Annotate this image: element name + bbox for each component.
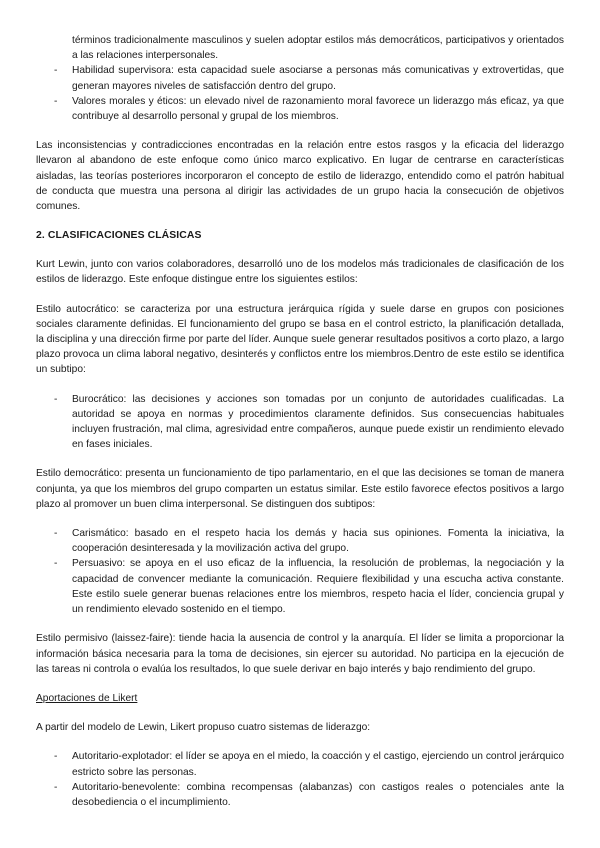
paragraph-autocratic: Estilo autocrático: se caracteriza por una estructura jerárquica rígida y suele darse en grupos con posiciones sociales claramente definidas. El funcionamiento del grupo se basa en el control estricto, la planificación detallada, la disciplina y una dirección firme por parte del líder. Aunque suele generar resultados positivos a corto plazo, a largo plazo provoca un clima laboral negativo, desinterés y conflictos entre los miembros.Dentro de este estilo se identifica un subtipo: [36, 303, 564, 376]
paragraph-lewin-intro: Kurt Lewin, junto con varios colaboradores, desarrolló uno de los modelos más tradicionales de clasificación de los estilos de liderazgo. Este enfoque distingue entre los siguientes estilos: [36, 259, 564, 286]
list-item: - Carismático: basado en el respeto hacia los demás y hacia sus opiniones. Fomenta la iniciativa, la cooperación desinteresada y la movilización activa del grupo. [54, 528, 564, 555]
bullet-dash: - [54, 781, 58, 793]
intro-bullet-list [36, 63, 564, 124]
bullet-dash: - [54, 95, 58, 107]
list-item: - Persuasivo: se apoya en el uso eficaz de la influencia, la resolución de problemas, la negociación y la capacidad de convencer mediante la comunicación. Requiere flexibilidad y una escucha activa constante. Este estilo suele generar buenas relaciones entre los miembros, respeto hacia el líder, conciencia grupal y un rendimiento elevado sostenido en el tiempo. [54, 558, 564, 616]
list-item: - Valores morales y éticos: un elevado nivel de razonamiento moral favorece un liderazgo más eficaz, ya que contribuye al desarrollo personal y grupal de los miembros. [54, 95, 564, 123]
democratic-subtype-list [36, 526, 564, 617]
paragraph-leadership-style: Las inconsistencias y contradicciones encontradas en la relación entre estos rasgos y la eficacia del liderazgo llevaron al abandono de este enfoque como único marco explicativo. En lugar de centrarse en características aisladas, las teorías posteriores incorporaron el concepto de estilo de liderazgo, entendido como el patrón habitual de conducta que muestra una persona al dirigir las actividades de un grupo hacia la consecución de objetivos comunes. [36, 140, 564, 213]
likert-systems-list [36, 749, 564, 810]
list-item: - Habilidad supervisora: esta capacidad suele asociarse a personas más comunicativas y extrovertidas, que generan mayores niveles de satisfacción dentro del grupo. [54, 65, 564, 92]
list-item: - Autoritario-explotador: el líder se apoya en el miedo, la coacción y el castigo, ejerciendo un control jerárquico estricto sobre las personas. [54, 751, 564, 778]
bullet-dash: - [54, 751, 58, 763]
subheading-likert: Aportaciones de Likert [36, 692, 138, 704]
section-heading: 2. CLASIFICACIONES CLÁSICAS [36, 230, 202, 242]
list-item: - Autoritario-benevolente: combina recompensas (alabanzas) con castigos reales o potenciales ante la desobediencia o el incumplimiento. [54, 781, 564, 808]
paragraph-likert-intro: A partir del modelo de Lewin, Likert propuso cuatro sistemas de liderazgo: [36, 722, 371, 734]
list-item: - Burocrático: las decisiones y acciones son tomadas por un conjunto de autoridades cualificadas. La autoridad se apoya en normas y procedimientos claramente definidos. Sus consecuencias habituales incluyen frustración, mal clima, agresividad entre compañeros, aunque puede existir un rendimiento elevado en fases iniciales. [54, 393, 564, 451]
paragraph-democratic: Estilo democrático: presenta un funcionamiento de tipo parlamentario, en el que las decisiones se toman de manera conjunta, ya que los miembros del grupo comparten un estatus similar. Este estilo favorece efectos positivos a largo plazo al promover un buen clima interpersonal. Se distinguen dos subtipos: [36, 468, 564, 510]
bullet-dash: - [54, 528, 58, 540]
autocratic-subtype-list [36, 392, 564, 453]
bullet-dash: - [54, 558, 58, 570]
bullet-dash: - [54, 65, 58, 77]
paragraph-permissive: Estilo permisivo (laissez-faire): tiende hacia la ausencia de control y la anarquía. El líder se limita a proporcionar la información básica necesaria para la toma de decisiones, sin ejercer su autoridad. No participa en la ejecución de las tareas ni controla o evalúa los resultados, lo que suele derivar en bajo interés y bajo rendimiento del grupo. [36, 633, 564, 675]
bullet-dash: - [54, 393, 58, 405]
bullet-continuation: términos tradicionalmente masculinos y suelen adoptar estilos más democráticos, participativos y orientados a las relaciones interpersonales. [72, 35, 564, 62]
